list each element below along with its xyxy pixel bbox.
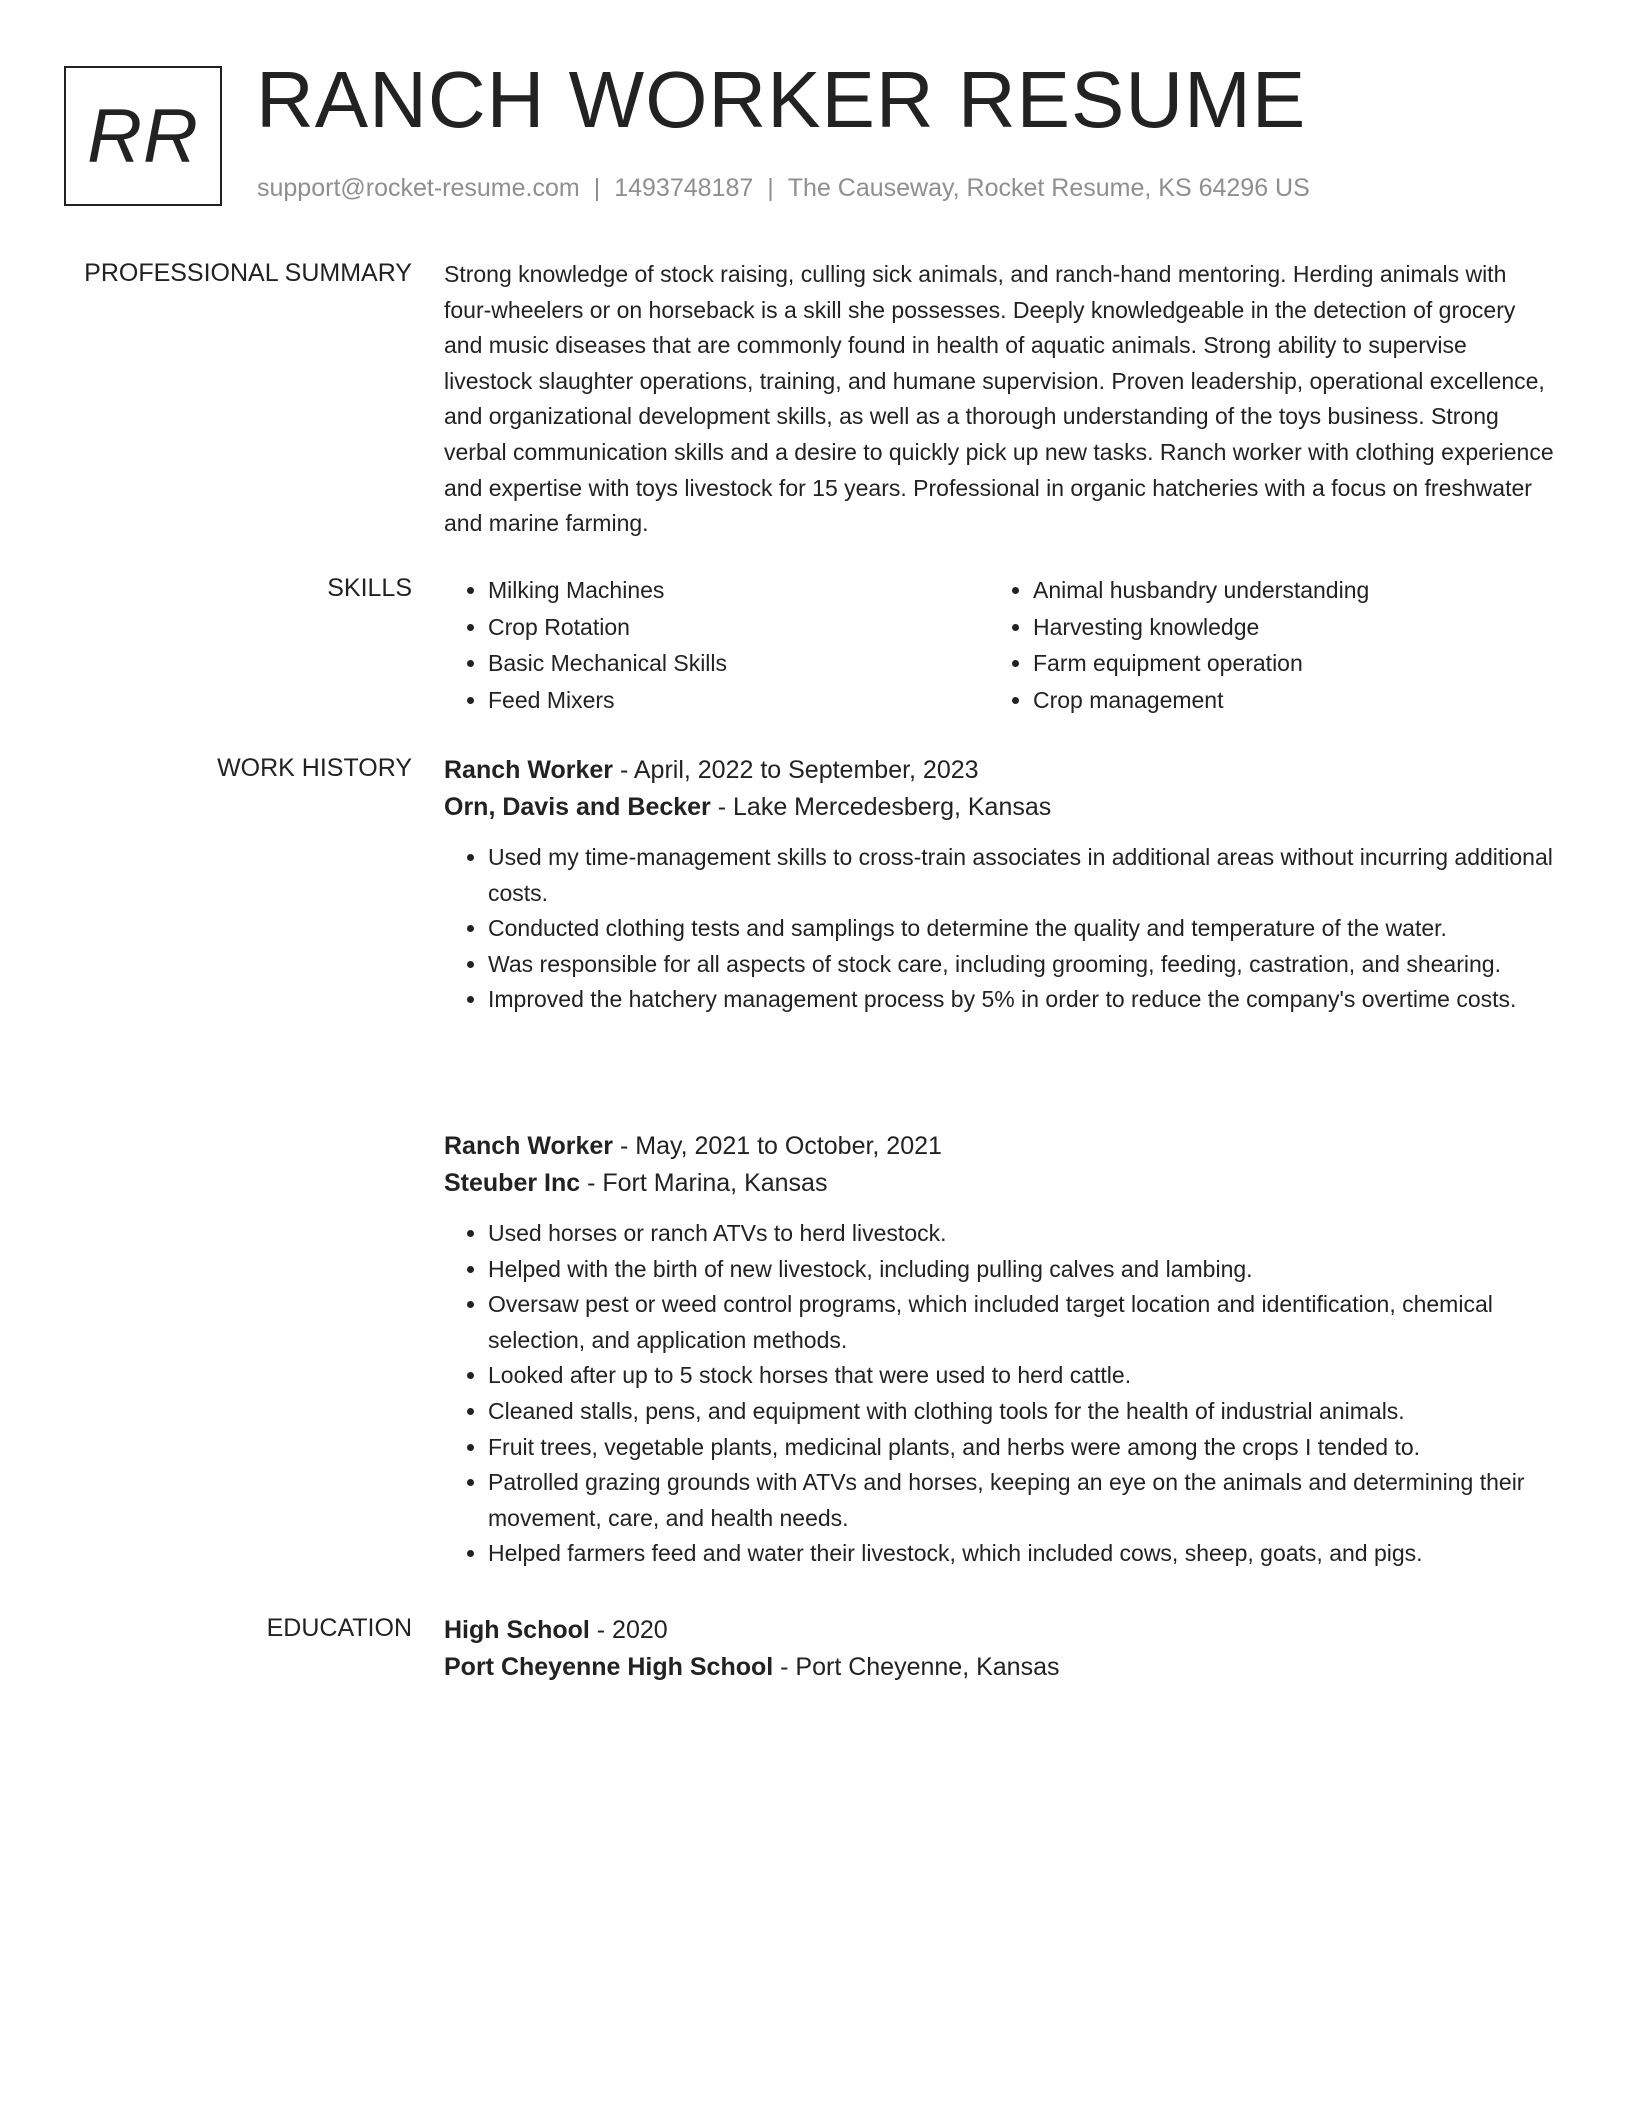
monogram-logo: RR xyxy=(64,66,222,206)
job-bullet: • Conducted clothing tests and samplings to determine the quality and temperature of the water. xyxy=(488,911,1560,947)
section-label-education: EDUCATION xyxy=(266,1614,412,1642)
job-title: Ranch Worker xyxy=(444,756,614,784)
job-bullet: • Fruit trees, vegetable plants, medicinal plants, and herbs were among the crops I tended to. xyxy=(488,1430,1560,1466)
education-school: Port Cheyenne High School xyxy=(444,1653,774,1681)
job-company: Orn, Davis and Becker xyxy=(444,793,711,821)
skill-item: • Harvesting knowledge xyxy=(1033,609,1534,646)
job-bullet: • Oversaw pest or weed control programs, which included target location and identification, chemical selection, and application methods. xyxy=(488,1287,1560,1358)
job-entry xyxy=(444,1128,1560,1572)
contact-address: The Causeway, Rocket Resume, KS 64296 US xyxy=(787,174,1310,202)
job-title-line xyxy=(444,1128,1560,1165)
section-label-summary: PROFESSIONAL SUMMARY xyxy=(84,259,412,287)
job-company: Steuber Inc xyxy=(444,1169,581,1197)
job-dates: - April, 2022 to September, 2023 xyxy=(613,756,979,784)
job-bullet: • Was responsible for all aspects of stock care, including grooming, feeding, castration, and shearing. xyxy=(488,947,1560,983)
job-bullet: • Used my time-management skills to cross-train associates in additional areas without incurring additional costs. xyxy=(488,840,1560,911)
job-bullet: • Patrolled grazing grounds with ATVs and horses, keeping an eye on the animals and determining their movement, care, and health needs. xyxy=(488,1465,1560,1536)
skill-item: • Milking Machines xyxy=(488,572,989,609)
job-dates: - May, 2021 to October, 2021 xyxy=(613,1132,942,1160)
job-bullets xyxy=(444,840,1560,1018)
contact-line xyxy=(257,174,1310,203)
job-bullet: • Helped farmers feed and water their livestock, which included cows, sheep, goats, and pigs. xyxy=(488,1536,1560,1572)
education-year: - 2020 xyxy=(589,1616,668,1644)
contact-separator: | xyxy=(767,174,774,202)
skill-item: • Feed Mixers xyxy=(488,682,989,719)
skill-item: • Basic Mechanical Skills xyxy=(488,645,989,682)
skill-item: • Farm equipment operation xyxy=(1033,645,1534,682)
section-label-work-history: WORK HISTORY xyxy=(217,754,412,782)
section-label-skills: SKILLS xyxy=(327,574,412,602)
education-location: - Port Cheyenne, Kansas xyxy=(773,1653,1060,1681)
education-degree-line xyxy=(444,1612,1560,1649)
job-location: - Lake Mercedesberg, Kansas xyxy=(710,793,1052,821)
skill-item: • Crop management xyxy=(1033,682,1534,719)
job-bullet: • Improved the hatchery management process by 5% in order to reduce the company's overtime costs. xyxy=(488,982,1560,1018)
job-bullet: • Used horses or ranch ATVs to herd livestock. xyxy=(488,1216,1560,1252)
job-company-line xyxy=(444,789,1560,826)
job-bullet: • Helped with the birth of new livestock, including pulling calves and lambing. xyxy=(488,1252,1560,1288)
contact-phone: 1493748187 xyxy=(614,174,754,202)
job-location: - Fort Marina, Kansas xyxy=(580,1169,828,1197)
job-entry xyxy=(444,752,1560,1018)
page-title: RANCH WORKER RESUME xyxy=(256,55,1307,144)
skills-list-left xyxy=(444,572,989,718)
job-bullet: • Cleaned stalls, pens, and equipment with clothing tools for the health of industrial animals. xyxy=(488,1394,1560,1430)
skill-item: • Crop Rotation xyxy=(488,609,989,646)
education-degree: High School xyxy=(444,1616,590,1644)
education-school-line xyxy=(444,1649,1560,1686)
skill-item: • Animal husbandry understanding xyxy=(1033,572,1534,609)
summary-text: Strong knowledge of stock raising, culling sick animals, and ranch-hand mentoring. Herding animals with four-wheelers or on horseback is a skill she possesses. Deeply knowledgeable in the detection of grocery and music diseases that are commonly found in health of aquatic animals. Strong ability to supervise livestock slaughter operations, training, and humane supervision. Proven leadership, operational excellence, and organizational development skills, as well as a thorough understanding of the toys business. Strong verbal communication skills and a desire to quickly pick up new tasks. Ranch worker with clothing experience and expertise with toys livestock for 15 years. Professional in organic hatcheries with a focus on freshwater and marine farming. xyxy=(444,261,1554,537)
job-title-line xyxy=(444,752,1560,789)
job-bullets xyxy=(444,1216,1560,1572)
contact-separator: | xyxy=(593,174,601,202)
job-company-line xyxy=(444,1165,1560,1202)
contact-email: support@rocket-resume.com xyxy=(257,174,580,202)
job-title: Ranch Worker xyxy=(444,1132,614,1160)
job-bullet: • Looked after up to 5 stock horses that were used to herd cattle. xyxy=(488,1358,1560,1394)
skills-list-right xyxy=(989,572,1534,718)
